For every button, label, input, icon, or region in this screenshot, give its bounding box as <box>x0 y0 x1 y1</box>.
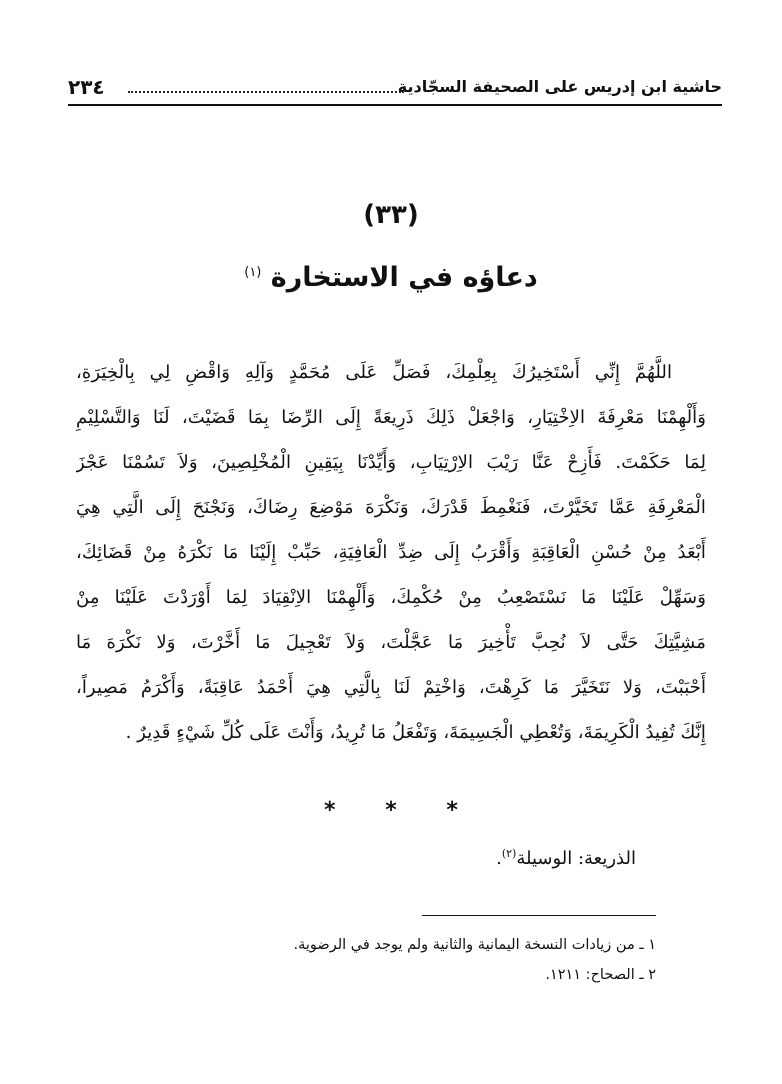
asterisk-separator <box>0 798 782 823</box>
text-line: وَسَهِّلْ عَلَيْنَا مَا نَسْتَصْعِبُ مِنْ حُكْمِكَ، وَأَلْهِمْنَا الاِنْقِيَادَ لِمَا أَوْرَدْتَ عَلَيْنَا مِنْ <box>76 587 706 608</box>
text-line: الْمَعْرِفَةِ عَمَّا تَخَيَّرْتَ، فَنَغْمِطَ قَدْرَكَ، وَنَكْرَهَ مَوْضِعَ رِضَاكَ، وَنَجْنَحَ إِلَى الَّتِي هِيَ <box>76 497 706 518</box>
text-line: إِنَّكَ تُفِيدُ الْكَرِيمَةَ، وَتُعْطِي الْجَسِيمَةَ، وَتَفْعَلُ مَا تُرِيدُ، وَأَنْتَ عَلَى كُلِّ شَيْءٍ قَدِيرٌ . <box>125 722 706 743</box>
asterisk: * <box>385 798 397 823</box>
chapter-title-text: دعاؤه في الاستخارة <box>270 262 538 293</box>
text-line: أَحْبَبْتَ، وَلا نَتَخَيَّرَ مَا كَرِهْتَ، وَاخْتِمْ لَنَا بِالَّتِي هِيَ أَحْمَدُ عَاقِبَةً، وَأَكْرَمُ مَصِيراً، <box>76 677 706 698</box>
gloss-text: الذريعة: الوسيلة <box>516 848 636 869</box>
header-rule <box>68 104 722 106</box>
text-line: وَأَلْهِمْنَا مَعْرِفَةَ الاِخْتِيَارِ، وَاجْعَلْ ذَلِكَ ذَرِيعَةً إِلَى الرِّضَا بِمَا قَضَيْتَ، لَنَا وَالتَّسْلِيْمِ <box>76 407 706 428</box>
footnote: ١ ـ من زيادات النسخة اليمانية والثانية ولم يوجد في الرضوية. <box>293 937 656 953</box>
asterisk: * <box>324 798 336 823</box>
chapter-title <box>0 262 782 293</box>
chapter-title-footnote-ref: (١) <box>244 265 262 280</box>
text-line: اللَّهُمَّ إِنِّي أَسْتَخِيرُكَ بِعِلْمِكَ، فَصَلِّ عَلَى مُحَمَّدٍ وَآلِهِ وَاقْضِ لِي بِالْخِيَرَةِ، <box>76 362 672 383</box>
footnote-rule <box>422 915 656 916</box>
page-number: ٢٣٤ <box>68 75 105 99</box>
supplication-text <box>76 350 706 755</box>
footnotes <box>96 930 656 990</box>
text-line: أَبْعَدُ مِنْ حُسْنِ الْعَاقِبَةِ وَأَقْرَبُ إِلَى ضِدِّ الْعَافِيَةِ، حَبِّبْ إِلَيْنَا مَا نَكْرَهُ مِنْ قَضَائِكَ، <box>76 542 706 563</box>
text-line: مَشِيَّتِكَ حَتَّى لاَ نُحِبَّ تَأْخِيرَ مَا عَجَّلْتَ، وَلاَ تَعْجِيلَ مَا أَخَّرْتَ، وَلا نَكْرَهَ مَا <box>76 632 706 653</box>
running-header <box>68 72 722 102</box>
book-title: حاشية ابن إدريس على الصحيفة السجّادية <box>397 77 722 96</box>
footnote: ٢ ـ الصحاح: ١٢١١. <box>545 967 656 983</box>
asterisk: * <box>446 798 458 823</box>
chapter-number: (٣٣) <box>363 200 419 230</box>
gloss-end: . <box>496 848 502 869</box>
gloss-note <box>496 847 636 869</box>
text-line: لِمَا حَكَمْتَ. فَأَزِحْ عَنَّا رَيْبَ الاِرْتِيَابِ، وَأَيِّدْنَا بِيَقِينِ الْمُخْلِصِينَ، وَلاَ تَسُمْنَا عَجْزَ <box>76 452 706 473</box>
leader-dots <box>128 91 404 93</box>
gloss-footnote-ref: (٢) <box>501 847 517 860</box>
